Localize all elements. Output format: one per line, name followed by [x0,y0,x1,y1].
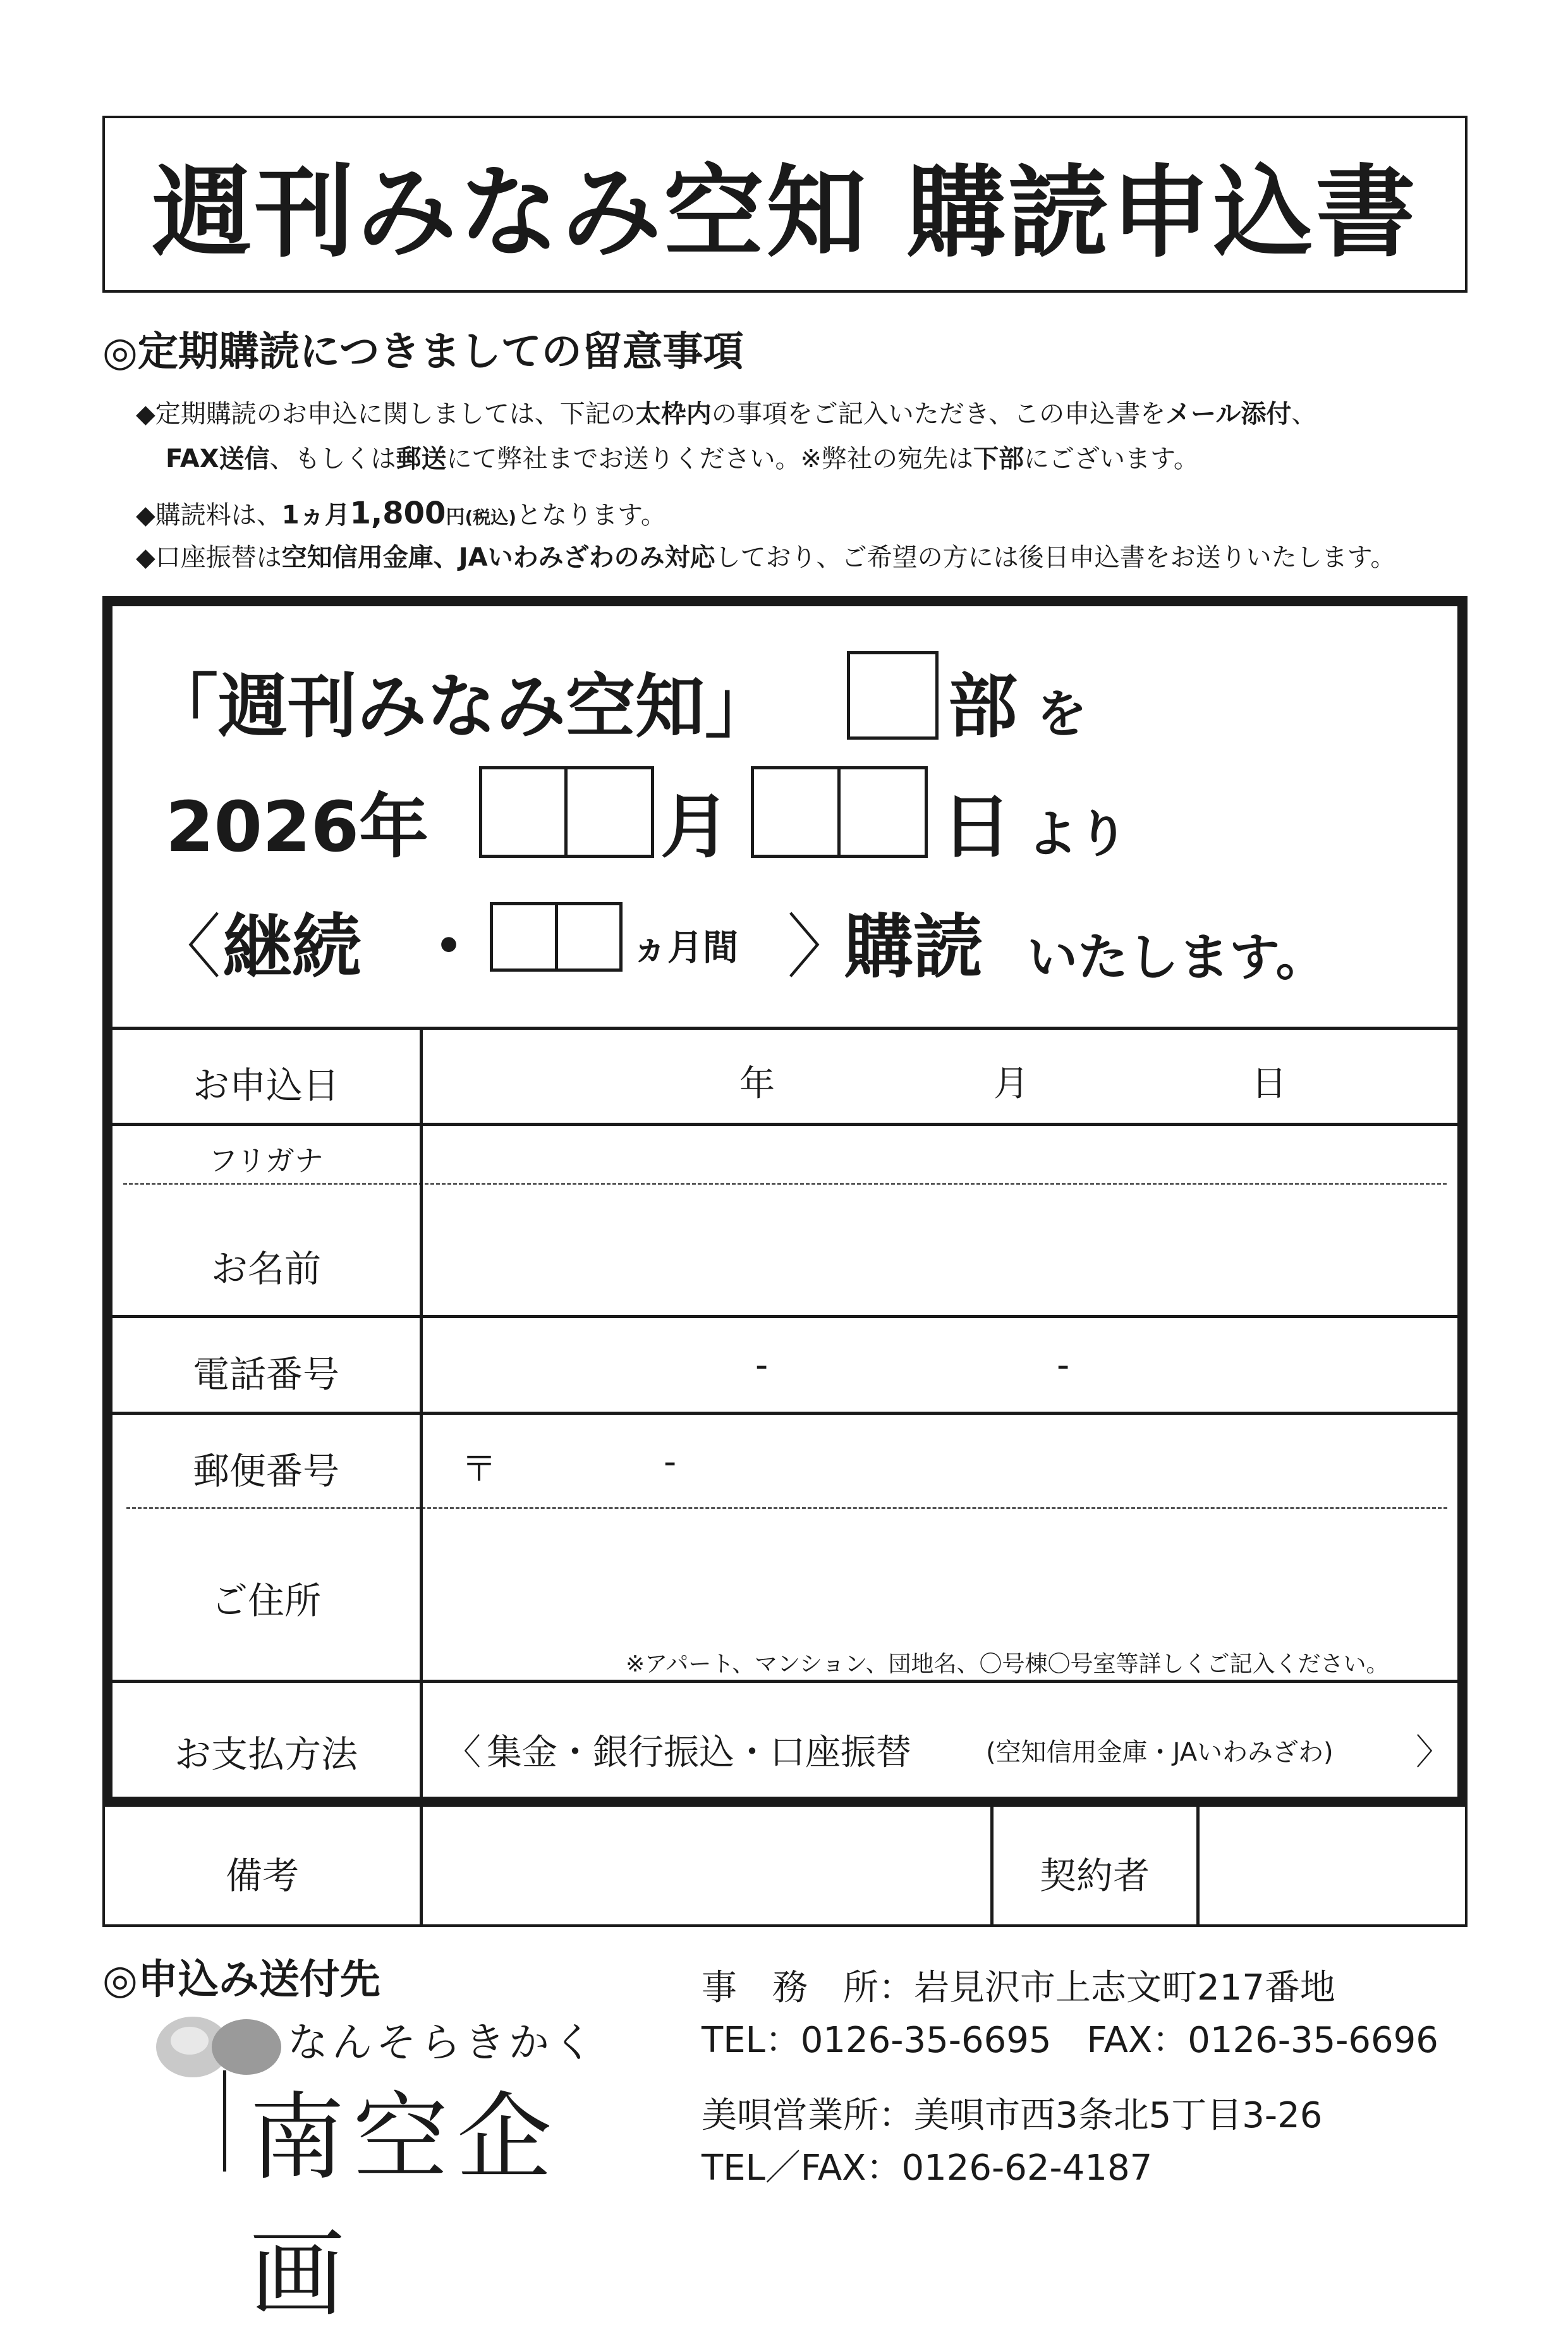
phone-separator: - [755,1345,769,1386]
subscribe-word: 購読 [844,907,983,987]
remarks-field[interactable] [423,1809,989,1923]
date-day: 日 [1251,1063,1287,1104]
branch-address [702,2087,1322,2138]
office-address [702,1960,1335,2010]
note-2-bold-bottom: 下部 [973,444,1024,474]
note-2-text: 、もしくは [269,444,396,474]
row-divider [111,1027,1459,1030]
paper-name: 「週刊みなみ空知」 [149,666,774,747]
office-tel: TEL：0126-35-6695 FAX：0126-35-6696 [702,2020,1438,2061]
statement-wo: を [1036,685,1087,743]
branch-address-text: ：美唄市西3条北5丁目3-26 [878,2095,1323,2136]
continue-option[interactable]: 継続 [222,907,362,987]
payment-options[interactable]: 集金・銀行振込・口座振替 [487,1732,911,1773]
payment-label: お支払方法 [174,1733,358,1776]
furigana-field[interactable] [425,1128,1458,1180]
start-day-unit: 日 [942,786,1011,867]
remarks-divider [420,1807,423,1924]
start-day-divider [837,766,841,858]
note-3-yen: 円 [446,506,465,529]
furigana-label: フリガナ [209,1144,324,1178]
company-logo [155,2010,660,2330]
note-line-1 [136,401,1316,427]
logo-stem [223,2070,226,2172]
note-2-text-3: にございます。 [1024,444,1199,474]
note-3-tax: (税込) [465,507,517,528]
phone-field[interactable] [425,1320,1458,1408]
note-1-text: ◆定期購読のお申込に関しましては、下記の [136,400,636,429]
bracket-close: 〉 [787,907,856,987]
date-month: 月 [994,1063,1029,1104]
label-column-divider [420,1027,423,1807]
note-3-text-2: となります。 [516,501,666,530]
zip-label: 郵便番号 [192,1450,339,1493]
copies-box[interactable] [847,651,939,740]
note-3-text: ◆購読料は、 [136,501,282,530]
note-2-text-2: にて弊社までお送りください。※弊社の宛先は [446,444,974,474]
note-2-bold-fax: FAX送信 [166,444,270,474]
zip-separator: - [664,1441,677,1482]
zip-mark: 〒 [461,1449,497,1490]
note-3-period: 1ヵ月 [281,501,350,530]
phone-separator: - [1057,1345,1070,1386]
statement-ending: いたします。 [1027,928,1327,987]
date-label: お申込日 [192,1064,339,1107]
note-1-text-2: の事項をご記入いただき、この申込書を [711,400,1166,429]
payment-bracket-close: 〉 [1416,1732,1451,1773]
months-divider [555,902,558,972]
payment-note: (空知信用金庫・JAいわみざわ) [986,1738,1334,1767]
furigana-dash-divider [123,1183,1447,1185]
row-divider [111,1680,1459,1683]
date-year: 年 [739,1063,775,1104]
note-1-bold-email: メール添付 [1165,400,1292,429]
start-year: 2026年 [166,786,429,867]
zip-dash-divider [126,1507,1447,1509]
payment-bracket-open: 〈 [446,1732,481,1773]
note-line-4 [136,545,1395,570]
note-3-price: 1,800 [349,496,446,531]
address-label: ご住所 [210,1579,321,1622]
branch-tel: TEL／FAX：0126-62-4187 [702,2148,1153,2189]
phone-label: 電話番号 [192,1353,339,1396]
bracket-open: 〈 [152,907,221,987]
row-divider [111,1123,1459,1126]
note-line-3 [136,498,666,529]
title-box [102,116,1468,293]
row-divider [111,1315,1459,1318]
notes-heading: ◎定期購読につきましての留意事項 [102,329,744,376]
note-4-text: ◆口座振替は [136,543,282,572]
months-unit: ヵ月間 [632,927,738,968]
contractor-field[interactable] [1200,1809,1464,1923]
date-field[interactable] [425,1032,1458,1120]
name-label: お名前 [210,1247,321,1290]
note-4-bold-banks: 空知信用金庫、JAいわみざわのみ対応 [281,543,715,572]
note-4-text-2: しており、ご希望の方には後日申込書をお送りいたします。 [715,543,1396,572]
note-1-comma: 、 [1291,400,1317,429]
row-divider [111,1412,1459,1415]
statement-yori: より [1027,805,1128,864]
note-line-2 [166,446,1199,472]
logo-name: 南空企画 [250,2083,561,2330]
remarks-label: 備考 [225,1854,299,1897]
copies-unit: 部 [948,666,1018,747]
address-note: ※アパート、マンション、団地名、〇号棟〇号室等詳しくご記入ください。 [626,1651,1389,1677]
send-to-heading: ◎申込み送付先 [102,1957,380,2003]
contractor-label: 契約者 [1039,1854,1150,1897]
branch-label: 美唄営業所 [702,2095,878,2136]
logo-kana: なんそらきかく [288,2020,597,2067]
address-field[interactable] [425,1512,1458,1639]
start-month-divider [564,766,568,858]
note-1-bold-frame: 太枠内 [635,400,712,429]
office-address-text: ：岩見沢市上志文町217番地 [878,1967,1335,2008]
start-month-unit: 月 [660,786,730,867]
office-label: 事 務 所 [702,1967,878,2008]
zip-field[interactable] [425,1417,1458,1505]
option-separator: ・ [414,907,483,987]
name-field[interactable] [425,1187,1458,1312]
page-title: 週刊みなみ空知 購読申込書 [152,154,1418,271]
note-2-bold-mail: 郵送 [396,444,447,474]
